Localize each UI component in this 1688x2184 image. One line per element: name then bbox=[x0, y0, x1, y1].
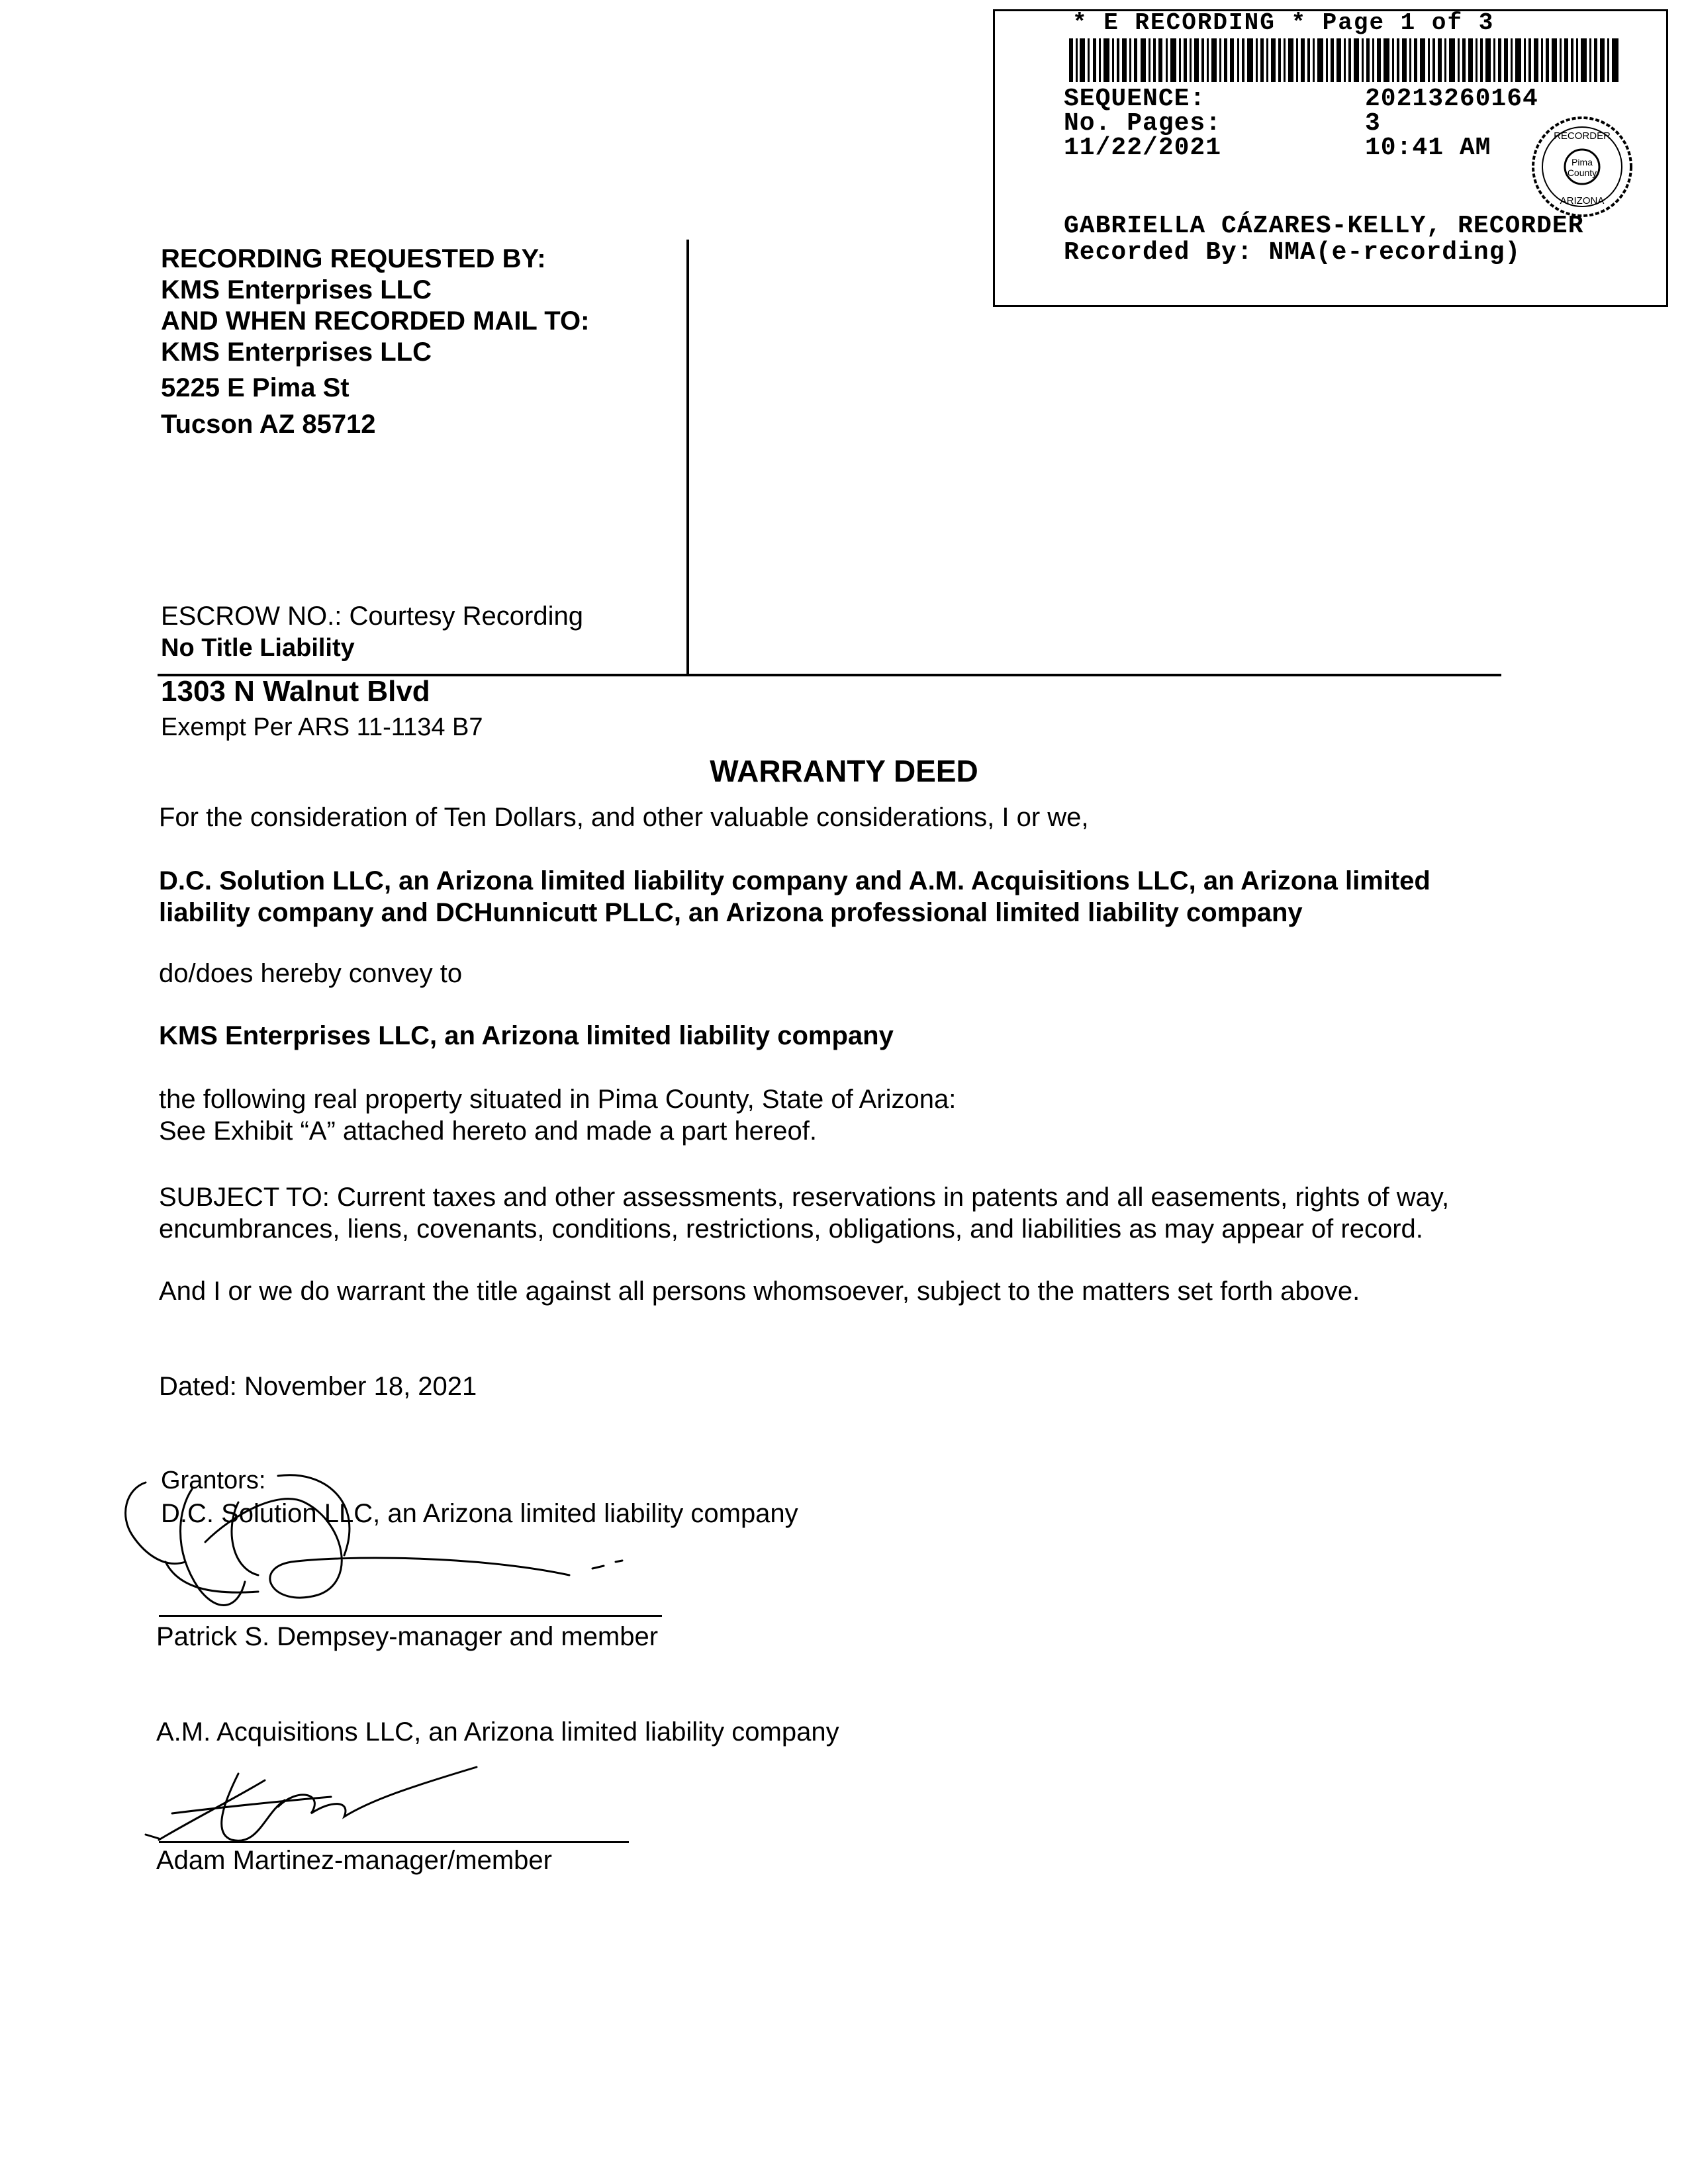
mail-to-name: KMS Enterprises LLC bbox=[161, 338, 432, 367]
deed-title: WARRANTY DEED bbox=[710, 754, 978, 788]
header-vertical-rule bbox=[686, 240, 689, 676]
grantors-line-1: D.C. Solution LLC, an Arizona limited liability company and A.M. Acquisitions LLC, an Arizona limited bbox=[159, 866, 1430, 895]
pages-value: 3 bbox=[1365, 109, 1381, 138]
dated: Dated: November 18, 2021 bbox=[159, 1372, 477, 1401]
recorded-by: Recorded By: NMA(e-recording) bbox=[1064, 238, 1521, 267]
grantor-entity-2: A.M. Acquisitions LLC, an Arizona limited liability company bbox=[156, 1717, 839, 1747]
exempt-statement: Exempt Per ARS 11-1134 B7 bbox=[161, 713, 483, 741]
property-line-1: the following real property situated in Pima County, State of Arizona: bbox=[159, 1085, 957, 1114]
mail-to-label: AND WHEN RECORDED MAIL TO: bbox=[161, 306, 590, 336]
signature-adam-martinez bbox=[132, 1760, 503, 1853]
signer-2: Adam Martinez-manager/member bbox=[156, 1846, 552, 1875]
convey-clause: do/does hereby convey to bbox=[159, 959, 463, 988]
grantee: KMS Enterprises LLC, an Arizona limited liability company bbox=[159, 1021, 894, 1050]
property-address: 1303 N Walnut Blvd bbox=[161, 675, 430, 707]
escrow-number: ESCROW NO.: Courtesy Recording bbox=[161, 602, 583, 631]
signer-1: Patrick S. Dempsey-manager and member bbox=[156, 1622, 659, 1651]
subject-to-line-1: SUBJECT TO: Current taxes and other assessments, reservations in patents and all easements, rights of way, bbox=[159, 1183, 1450, 1212]
svg-text:RECORDER: RECORDER bbox=[1554, 130, 1611, 142]
no-title-liability: No Title Liability bbox=[161, 634, 355, 662]
signature-line-2 bbox=[159, 1841, 629, 1843]
sequence-value: 20213260164 bbox=[1365, 85, 1538, 113]
subject-to-line-2: encumbrances, liens, covenants, conditions, restrictions, obligations, and liabilities as may appear of record. bbox=[159, 1214, 1423, 1244]
svg-text:Pima: Pima bbox=[1571, 157, 1593, 167]
signature-line-1 bbox=[159, 1615, 662, 1617]
recording-page-header: * E RECORDING * Page 1 of 3 bbox=[1072, 9, 1495, 36]
pima-county-recorder-seal bbox=[1529, 114, 1635, 220]
barcode bbox=[1069, 38, 1618, 82]
property-line-2: See Exhibit “A” attached hereto and made a part hereof. bbox=[159, 1116, 817, 1146]
grantor-entity-1: D.C. Solution LLC, an Arizona limited liability company bbox=[161, 1499, 798, 1528]
svg-text:County: County bbox=[1567, 167, 1597, 178]
requested-by-label: RECORDING REQUESTED BY: bbox=[161, 244, 546, 273]
consideration-clause: For the consideration of Ten Dollars, and other valuable considerations, I or we, bbox=[159, 803, 1089, 832]
grantors-line-2: liability company and DCHunnicutt PLLC, an Arizona professional limited liability company bbox=[159, 898, 1303, 927]
warranty-clause: And I or we do warrant the title against all persons whomsoever, subject to the matters set forth above. bbox=[159, 1277, 1360, 1306]
recorder-name: GABRIELLA CÁZARES-KELLY, RECORDER bbox=[1064, 212, 1584, 240]
mail-to-street: 5225 E Pima St bbox=[161, 373, 350, 402]
grantors-label: Grantors: bbox=[161, 1467, 266, 1494]
pages-label: No. Pages: bbox=[1064, 109, 1222, 138]
svg-text:ARIZONA: ARIZONA bbox=[1560, 195, 1605, 206]
sequence-label: SEQUENCE: bbox=[1064, 85, 1206, 113]
recording-time: 10:41 AM bbox=[1365, 134, 1491, 162]
requested-by-name: KMS Enterprises LLC bbox=[161, 275, 432, 304]
signature-patrick-dempsey bbox=[106, 1463, 635, 1635]
mail-to-city: Tucson AZ 85712 bbox=[161, 410, 376, 439]
recording-date: 11/22/2021 bbox=[1064, 134, 1222, 162]
